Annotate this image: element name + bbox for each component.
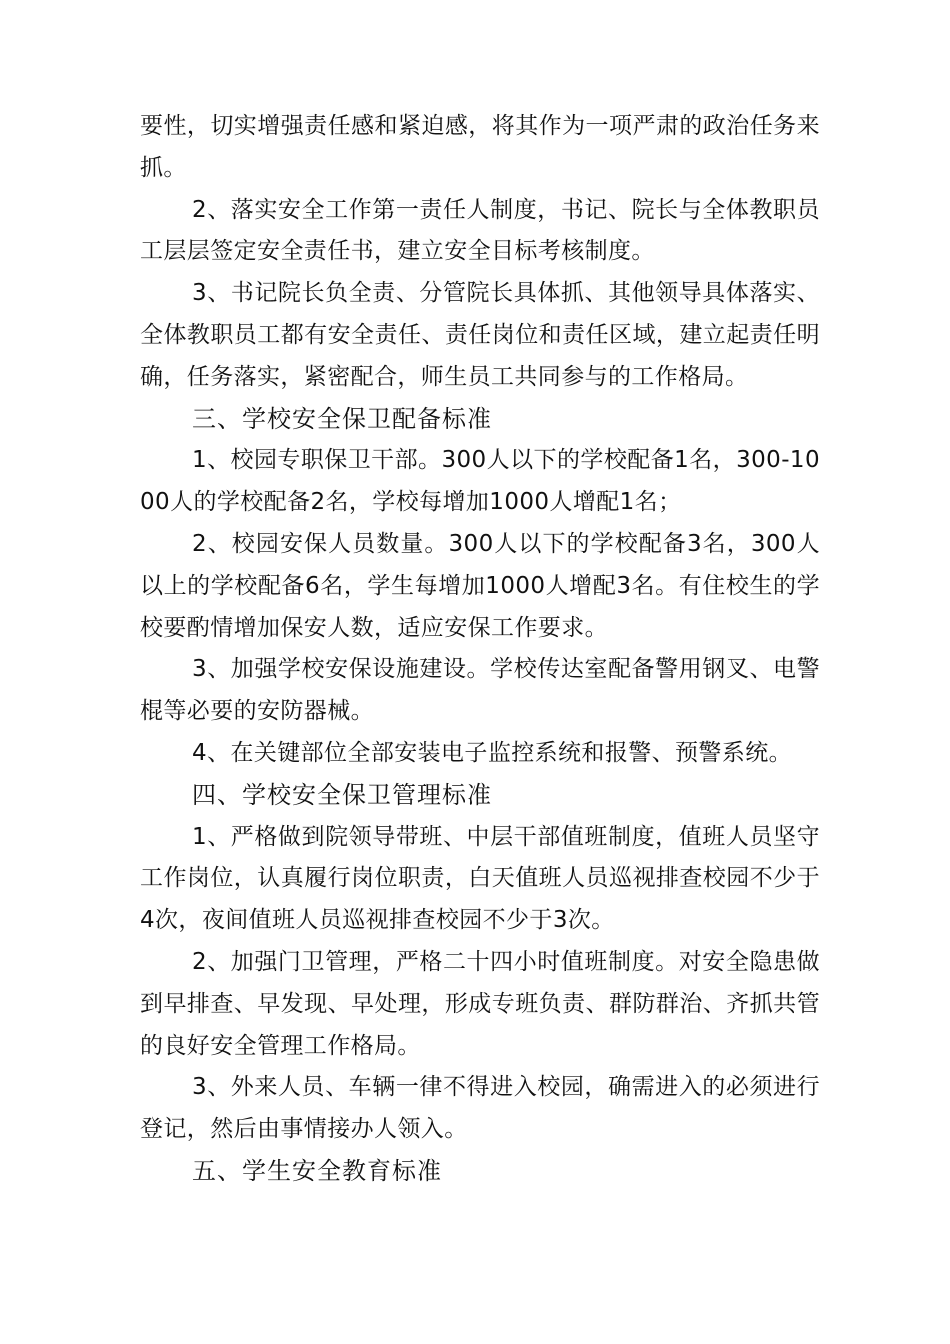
paragraph-continuation: 要性，切实增强责任感和紧迫感，将其作为一项严肃的政治任务来抓。 [140, 113, 820, 181]
paragraph-3-3: 3、加强学校安保设施建设。学校传达室配备警用钢叉、电警棍等必要的安防器械。 [140, 656, 820, 725]
paragraph-4-1: 1、严格做到院领导带班、中层干部值班制度，值班人员坚守工作岗位，认真履行岗位职责，白天值班人员巡视排查校园不少于4次，夜间值班人员巡视排查校园不少于3次。 [140, 823, 820, 934]
paragraph-2-3: 3、书记院长负全责、分管院长具体抓、其他领导具体落实、全体教职员工都有安全责任、责任岗位和责任区域，建立起责任明确，任务落实，紧密配合，师生员工共同参与的工作格局。 [140, 280, 820, 390]
paragraph-2-2: 2、落实安全工作第一责任人制度，书记、院长与全体教职员工层层签定安全责任书，建立安全目标考核制度。 [140, 196, 820, 265]
document-page [140, 106, 820, 1193]
paragraph-3-1: 1、校园专职保卫干部。300人以下的学校配备1名，300-1000人的学校配备2名，学校每增加1000人增配1名； [140, 447, 820, 516]
paragraph-4-2: 2、加强门卫管理，严格二十四小时值班制度。对安全隐患做到早排查、早发现、早处理，形成专班负责、群防群治、齐抓共管的良好安全管理工作格局。 [140, 948, 820, 1059]
paragraph-3-4: 4、在关键部位全部安装电子监控系统和报警、预警系统。 [192, 739, 793, 766]
paragraph-4-3: 3、外来人员、车辆一律不得进入校园，确需进入的必须进行登记，然后由事情接办人领入。 [140, 1074, 820, 1143]
section-heading-5: 五、学生安全教育标准 [192, 1156, 442, 1185]
section-heading-4: 四、学校安全保卫管理标准 [192, 780, 492, 809]
paragraph-3-2: 2、校园安保人员数量。300人以下的学校配备3名，300人以上的学校配备6名，学生每增加1000人增配3名。有住校生的学校要酌情增加保安人数，适应安保工作要求。 [140, 530, 820, 641]
section-heading-3: 三、学校安全保卫配备标准 [192, 404, 492, 433]
